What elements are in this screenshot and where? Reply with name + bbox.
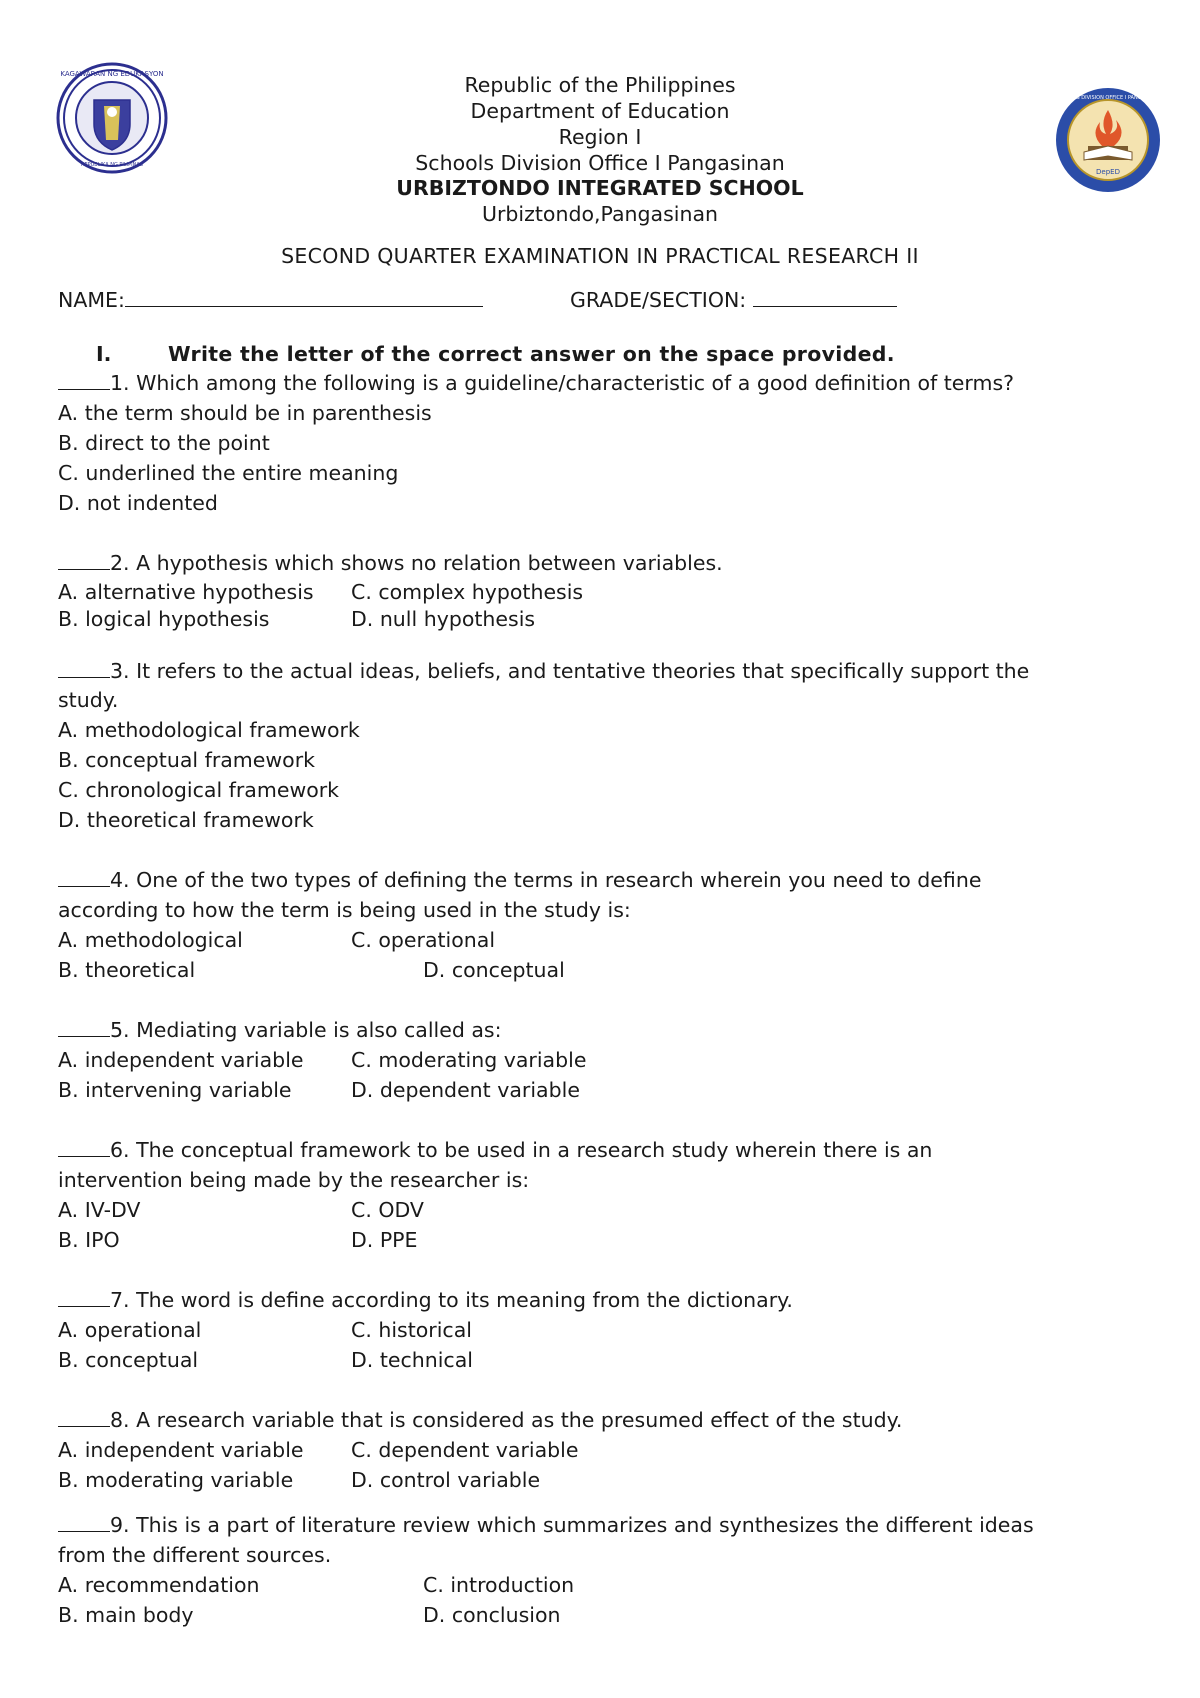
choice: B. conceptual (58, 1348, 199, 1372)
name-field[interactable] (58, 286, 483, 314)
answer-blank[interactable] (58, 1016, 110, 1037)
choice: B. main body (58, 1603, 194, 1627)
choice: D. theoretical framework (58, 808, 314, 832)
svg-text:KAGAWARAN NG EDUKASYON: KAGAWARAN NG EDUKASYON (60, 70, 164, 78)
header-location: Urbiztondo,Pangasinan (481, 202, 719, 226)
grade-section-label: GRADE/SECTION: (570, 288, 747, 312)
question-3-stem: 3. It refers to the actual ideas, beliefs, and tentative theories that specifically support the (58, 657, 1029, 685)
choice: A. operational (58, 1318, 202, 1342)
choice: D. PPE (351, 1228, 418, 1252)
svg-text:SCHOOLS DIVISION OFFICE I PANG: SCHOOLS DIVISION OFFICE I PANGASINAN (1055, 95, 1161, 101)
choice: C. operational (351, 928, 496, 952)
choice: B. logical hypothesis (58, 607, 270, 631)
choice: B. IPO (58, 1228, 120, 1252)
choice: D. control variable (351, 1468, 541, 1492)
header-division: Schools Division Office I Pangasinan (415, 151, 785, 175)
choice: C. underlined the entire meaning (58, 461, 399, 485)
question-1-stem: 1. Which among the following is a guideline/characteristic of a good definition of terms? (58, 369, 1014, 397)
section-instruction: Write the letter of the correct answer on the space provided. (168, 342, 895, 366)
grade-section-field[interactable] (570, 286, 897, 314)
choice: B. conceptual framework (58, 748, 316, 772)
answer-blank[interactable] (58, 866, 110, 887)
answer-blank[interactable] (58, 1136, 110, 1157)
answer-blank[interactable] (58, 369, 110, 390)
exam-title: SECOND QUARTER EXAMINATION IN PRACTICAL RESEARCH II (281, 244, 919, 268)
choice: C. introduction (423, 1573, 575, 1597)
choice: D. conceptual (423, 958, 565, 982)
choice: C. chronological framework (58, 778, 340, 802)
svg-text:REPUBLIKA NG PILIPINAS: REPUBLIKA NG PILIPINAS (81, 162, 143, 168)
header-region: Region I (558, 125, 642, 149)
question-4-stem-cont: according to how the term is being used in the study is: (58, 898, 631, 922)
choice: A. methodological framework (58, 718, 360, 742)
choice: D. conclusion (423, 1603, 561, 1627)
answer-blank[interactable] (58, 1511, 110, 1532)
question-7-stem: 7. The word is define according to its meaning from the dictionary. (58, 1286, 793, 1314)
answer-blank[interactable] (58, 549, 110, 570)
choice: C. moderating variable (351, 1048, 587, 1072)
question-5-stem: 5. Mediating variable is also called as: (58, 1016, 502, 1044)
question-3-stem-cont: study. (58, 688, 119, 712)
choice: D. null hypothesis (351, 607, 536, 631)
choice: A. independent variable (58, 1438, 304, 1462)
header-school-name: URBIZTONDO INTEGRATED SCHOOL (396, 176, 804, 200)
choice: D. dependent variable (351, 1078, 580, 1102)
answer-blank[interactable] (58, 1286, 110, 1307)
choice: A. methodological (58, 928, 243, 952)
name-label: NAME: (58, 288, 125, 312)
header-department: Department of Education (470, 99, 730, 123)
choice: C. complex hypothesis (351, 580, 584, 604)
choice: A. independent variable (58, 1048, 304, 1072)
choice: C. ODV (351, 1198, 424, 1222)
question-8-stem: 8. A research variable that is considered as the presumed effect of the study. (58, 1406, 902, 1434)
choice: D. technical (351, 1348, 473, 1372)
choice: D. not indented (58, 491, 218, 515)
choice: A. recommendation (58, 1573, 260, 1597)
question-6-stem: 6. The conceptual framework to be used in a research study wherein there is an (58, 1136, 932, 1164)
choice: C. dependent variable (351, 1438, 579, 1462)
svg-text:DepED: DepED (1096, 168, 1120, 176)
section-numeral: I. (96, 342, 112, 366)
choice: C. historical (351, 1318, 472, 1342)
choice: B. theoretical (58, 958, 196, 982)
question-6-stem-cont: intervention being made by the researcher is: (58, 1168, 530, 1192)
choice: B. direct to the point (58, 431, 270, 455)
question-9-stem-cont: from the different sources. (58, 1543, 332, 1567)
choice: B. intervening variable (58, 1078, 292, 1102)
question-4-stem: 4. One of the two types of defining the terms in research wherein you need to define (58, 866, 981, 894)
choice: A. alternative hypothesis (58, 580, 314, 604)
question-9-stem: 9. This is a part of literature review which summarizes and synthesizes the different ideas (58, 1511, 1034, 1539)
answer-blank[interactable] (58, 1406, 110, 1427)
choice: B. moderating variable (58, 1468, 294, 1492)
header-republic: Republic of the Philippines (464, 73, 736, 97)
question-2-stem: 2. A hypothesis which shows no relation between variables. (58, 549, 723, 577)
choice: A. the term should be in parenthesis (58, 401, 432, 425)
answer-blank[interactable] (58, 657, 110, 678)
choice: A. IV-DV (58, 1198, 141, 1222)
